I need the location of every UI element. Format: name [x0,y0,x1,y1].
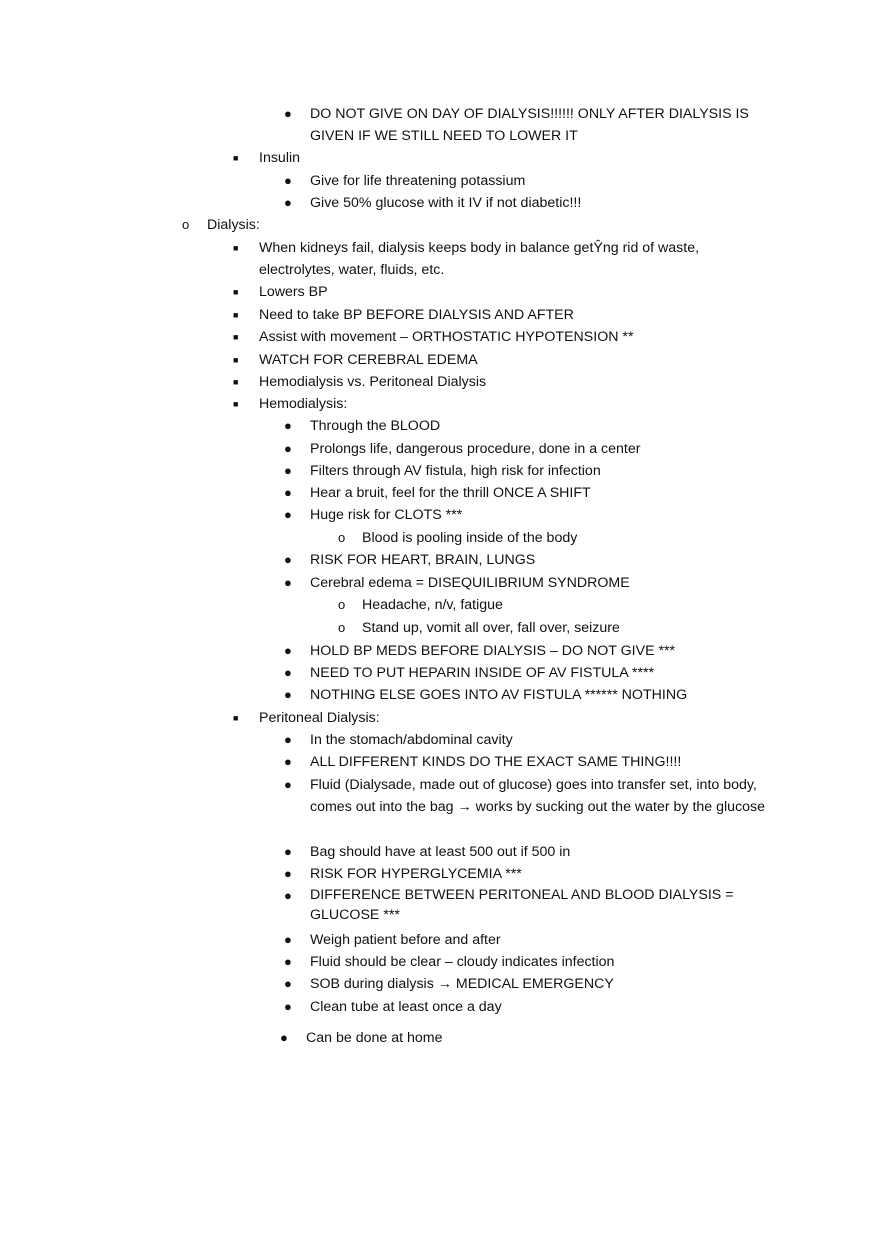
bullet-disc-icon: ● [284,976,292,991]
bullet-disc-icon: ● [280,1030,288,1045]
bullet-square-icon: ■ [233,713,239,723]
bullet-disc-icon: ● [284,485,292,500]
list-item: Weigh patient before and after [310,932,501,948]
list-item: Can be done at home [306,1030,443,1046]
list-item: Through the BLOOD [310,418,441,434]
list-item: Clean tube at least once a day [310,999,502,1015]
bullet-disc-icon: ● [284,552,292,567]
bullet-disc-icon: ● [284,575,292,590]
bullet-disc-icon: ● [284,999,292,1014]
bullet-disc-icon: ● [284,888,292,903]
list-item: Hear a bruit, feel for the thrill ONCE A SHIFT [310,485,591,501]
bullet-square-icon: ■ [233,287,239,297]
bullet-disc-icon: ● [284,777,292,792]
bullet-disc-icon: ● [284,418,292,433]
bullet-square-icon: ■ [233,153,239,163]
bullet-circle-icon: o [338,530,346,545]
list-item: Cerebral edema = DISEQUILIBRIUM SYNDROME [310,575,630,591]
list-item: Give for life threatening potassium [310,173,526,189]
bullet-disc-icon: ● [284,844,292,859]
bullet-square-icon: ■ [233,355,239,365]
list-item: RISK FOR HYPERGLYCEMIA *** [310,866,522,882]
list-item: Peritoneal Dialysis: [259,710,380,726]
bullet-disc-icon: ● [284,754,292,769]
bullet-circle-icon: o [182,217,190,232]
bullet-square-icon: ■ [233,377,239,387]
list-item: Bag should have at least 500 out if 500 in [310,844,571,860]
bullet-disc-icon: ● [284,507,292,522]
bullet-disc-icon: ● [284,463,292,478]
list-item: Give 50% glucose with it IV if not diabetic!!! [310,195,582,211]
bullet-disc-icon: ● [284,106,292,121]
list-item: Lowers BP [259,284,328,300]
list-item: Hemodialysis: [259,396,348,412]
list-item: NOTHING ELSE GOES INTO AV FISTULA ****** NOTHING [310,687,688,703]
bullet-disc-icon: ● [284,687,292,702]
bullet-square-icon: ■ [233,243,239,253]
list-item: ALL DIFFERENT KINDS DO THE EXACT SAME THING!!!! [310,754,682,770]
list-item: Assist with movement – ORTHOSTATIC HYPOTENSION ** [259,329,634,345]
bullet-square-icon: ■ [233,399,239,409]
list-item: Stand up, vomit all over, fall over, seizure [362,620,620,636]
bullet-disc-icon: ● [284,932,292,947]
bullet-square-icon: ■ [233,332,239,342]
bullet-disc-icon: ● [284,441,292,456]
list-item: Insulin [259,150,301,166]
list-item: Fluid (Dialysade, made out of glucose) goes into transfer set, into body, comes out into the bag → works by sucking out the water by the glucose [310,777,766,815]
list-item: Dialysis: [207,217,260,233]
list-item: DIFFERENCE BETWEEN PERITONEAL AND BLOOD DIALYSIS = GLUCOSE *** [310,887,734,923]
bullet-disc-icon: ● [284,173,292,188]
list-item: NEED TO PUT HEPARIN INSIDE OF AV FISTULA **** [310,665,655,681]
list-item: Filters through AV fistula, high risk for infection [310,463,601,479]
bullet-circle-icon: o [338,597,346,612]
list-item: SOB during dialysis → MEDICAL EMERGENCY [310,976,614,992]
list-item: Need to take BP BEFORE DIALYSIS AND AFTER [259,307,574,323]
list-item: Fluid should be clear – cloudy indicates infection [310,954,615,970]
list-item: Blood is pooling inside of the body [362,530,578,546]
bullet-disc-icon: ● [284,195,292,210]
list-item: RISK FOR HEART, BRAIN, LUNGS [310,552,536,568]
bullet-disc-icon: ● [284,643,292,658]
list-item: WATCH FOR CEREBRAL EDEMA [259,352,478,368]
bullet-circle-icon: o [338,620,346,635]
bullet-disc-icon: ● [284,954,292,969]
list-item: DO NOT GIVE ON DAY OF DIALYSIS!!!!!! ONLY AFTER DIALYSIS IS GIVEN IF WE STILL NEED TO LOWER IT [310,106,749,144]
bullet-disc-icon: ● [284,665,292,680]
list-item: HOLD BP MEDS BEFORE DIALYSIS – DO NOT GIVE *** [310,643,676,659]
bullet-square-icon: ■ [233,310,239,320]
bullet-disc-icon: ● [284,866,292,881]
list-item: Headache, n/v, fatigue [362,597,503,613]
list-item: Huge risk for CLOTS *** [310,507,463,523]
list-item: Prolongs life, dangerous procedure, done in a center [310,441,641,457]
bullet-disc-icon: ● [284,732,292,747]
list-item: In the stomach/abdominal cavity [310,732,513,748]
list-item: Hemodialysis vs. Peritoneal Dialysis [259,374,487,390]
list-item: When kidneys fail, dialysis keeps body in balance getŶng rid of waste, electrolytes, water, fluids, etc. [259,240,700,278]
